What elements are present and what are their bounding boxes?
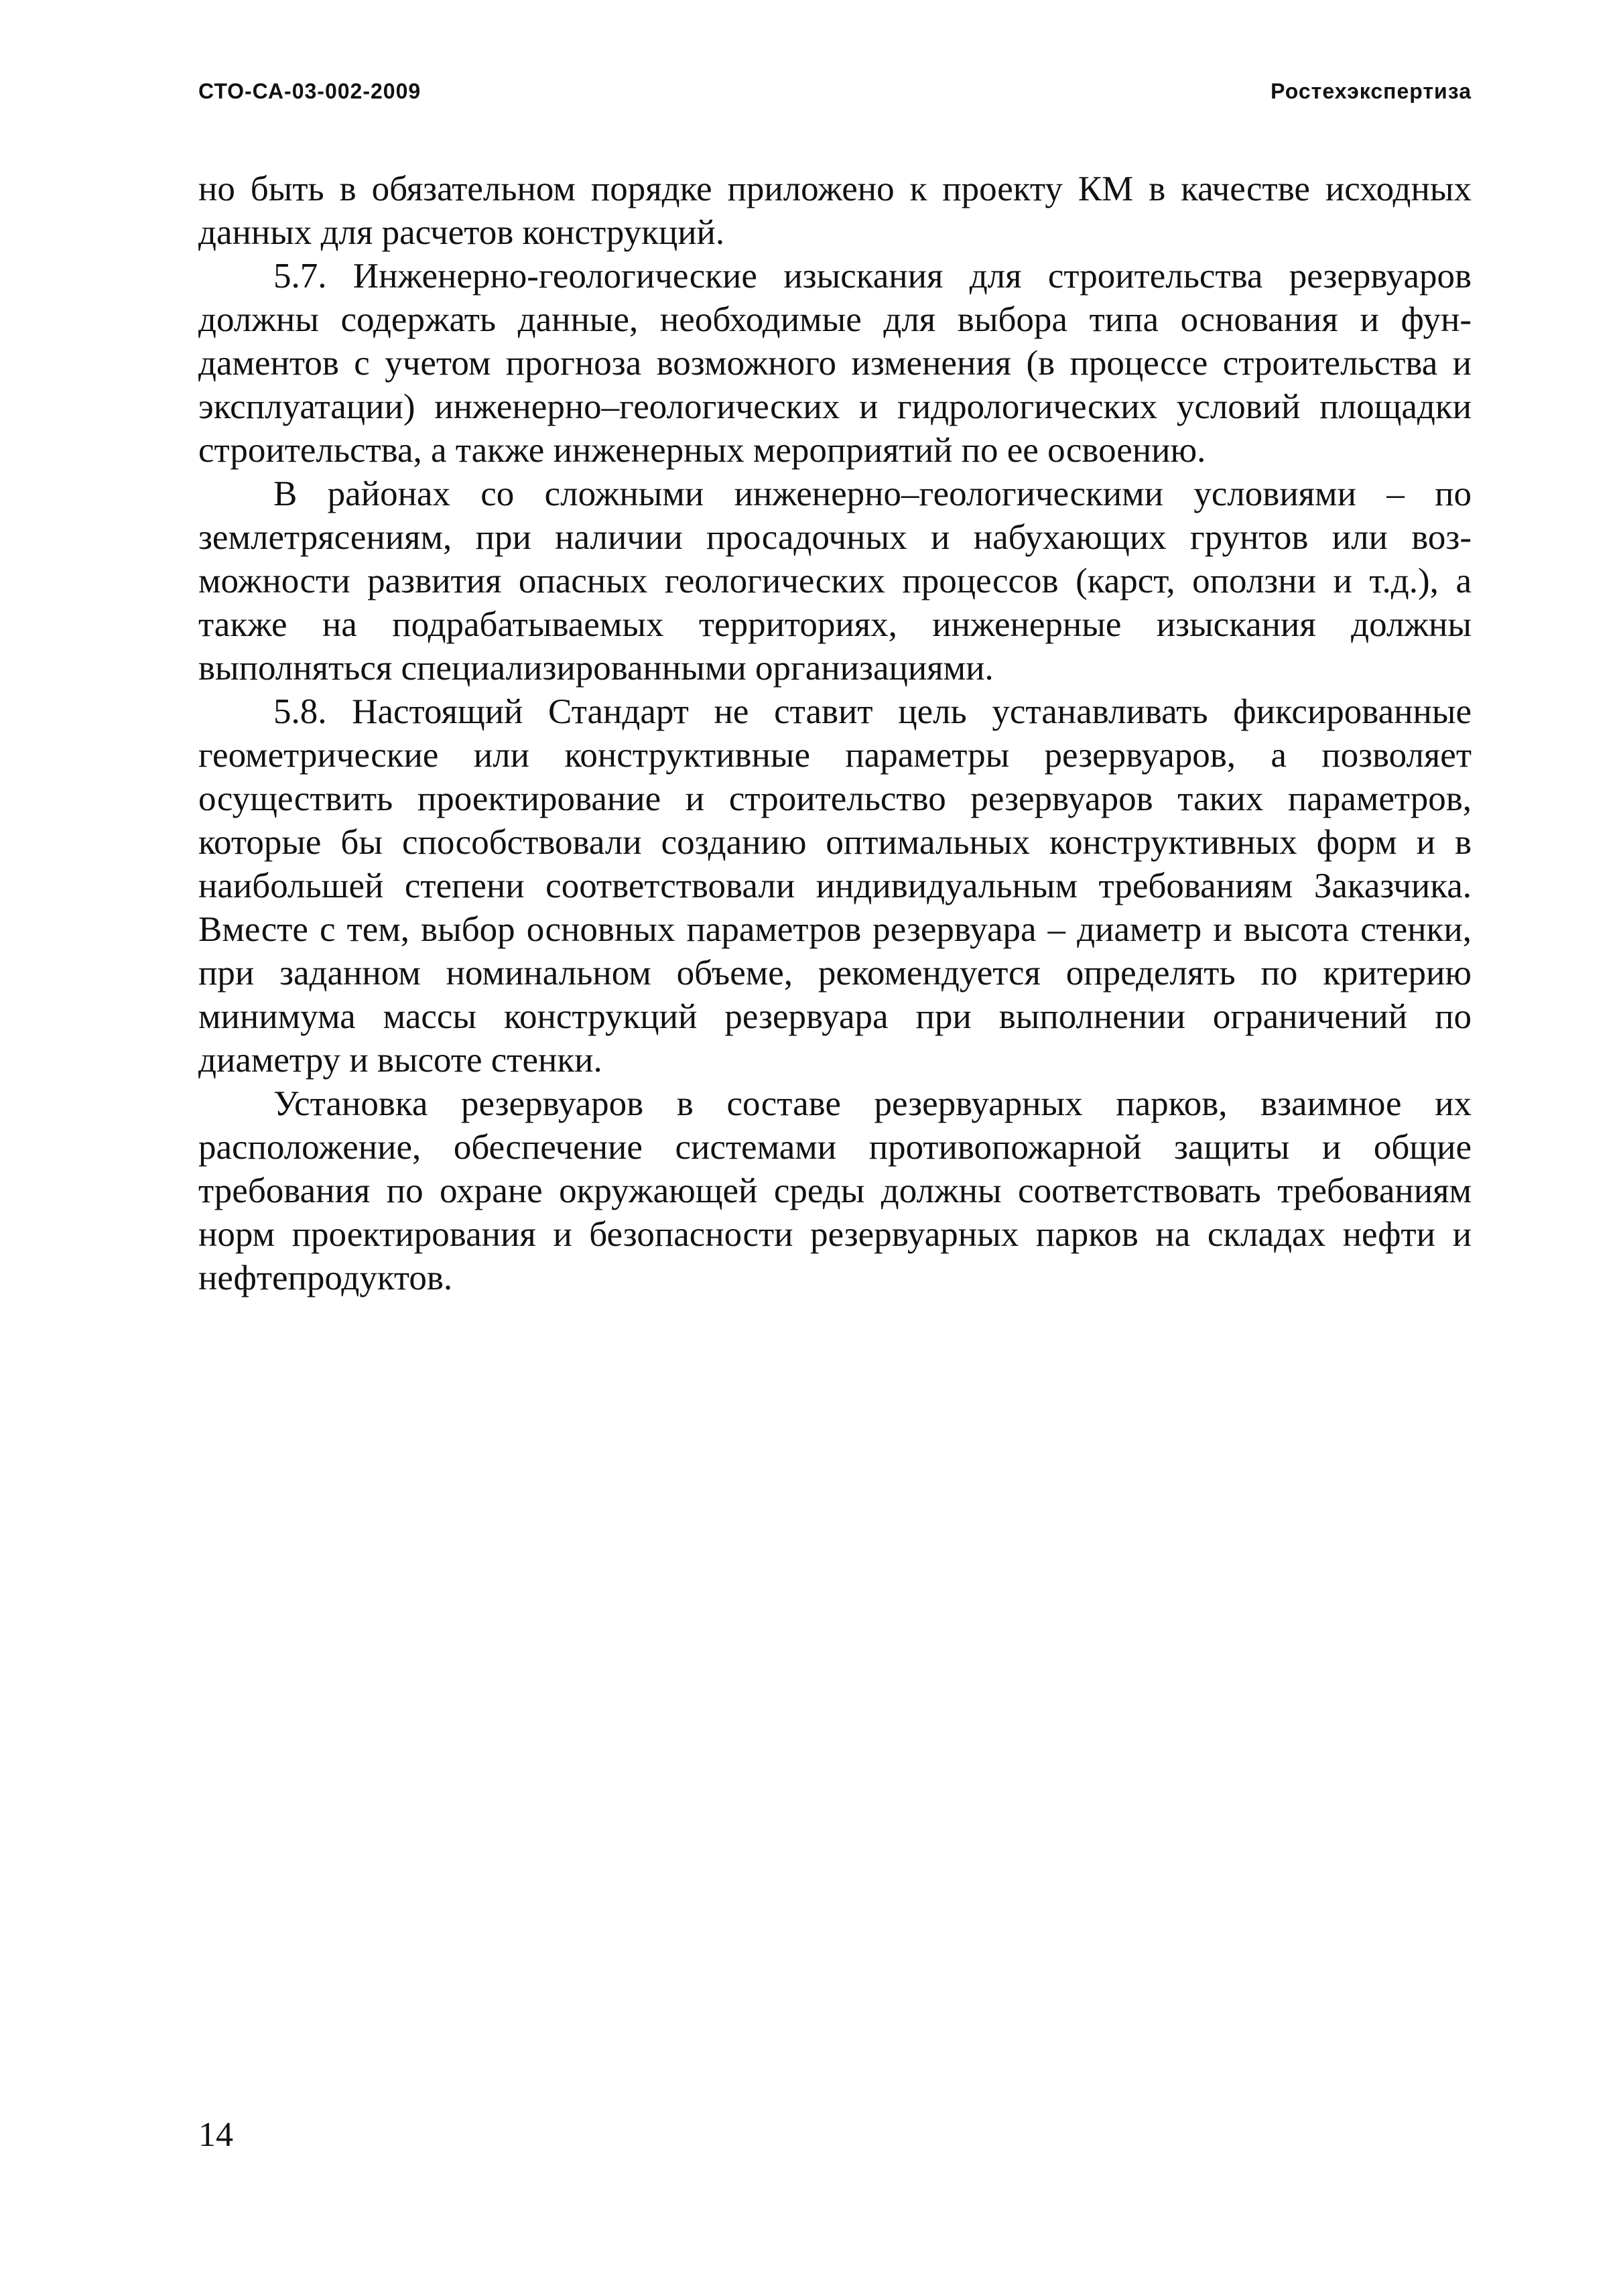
paragraph-5-7: 5.7. Инженерно-геологические изыскания для строительства резервуаров должны содержать данные, необходимые для выбора типа основания и фундаментов с учетом прогноза возможного изменения (в процессе строительства и эксплуатации) инженерно–геологических и гидрологических условий площадки строительства, а также инженерных мероприятий по ее освоению.	[198, 257, 1472, 470]
document-code: СТО-СА-03-002-2009	[198, 79, 421, 103]
paragraph-5-8: 5.8. Настоящий Стандарт не ставит цель устанавливать фиксированные геометрические или конструктивные параметры резервуаров, а позволяет осуществить проектирование и строительство резервуаров таких параметров, которые бы способствовали созданию оптимальных конструктивных форм и в наибольшей степени соответствовали индивидуальным требованиям Заказчика. Вместе с тем, выбор основных параметров резервуара – диаметр и высота стенки, при заданном номинальном объеме, рекомендуется определять по критерию минимума массы конструкций резервуара при выполнении ограничений по диаметру и высоте стенки.	[198, 692, 1472, 1080]
document-body	[198, 168, 1472, 1300]
paragraph-continuation: но быть в обязательном порядке приложено к проекту КМ в качестве исходных данных для расчетов конструкций.	[198, 170, 1472, 252]
page-header	[198, 79, 1472, 104]
page-number: 14	[198, 2116, 233, 2154]
paragraph-complex-conditions: В районах со сложными инженерно–геологическими условиями – по землетрясениям, при наличии просадочных и набухающих грунтов или возможности развития опасных геологических процессов (карст, оползни и т.д.), а также на подрабатываемых территориях, инженерные изыскания должны выполняться специализированными организациями.	[198, 474, 1472, 688]
paragraph-tank-installation: Установка резервуаров в составе резервуарных парков, взаимное их расположение, обеспечение системами противопожарной защиты и общие требования по охране окружающей среды должны соответствовать требованиям норм проектирования и безопасности резервуарных парков на складах нефти и нефтепродуктов.	[198, 1084, 1472, 1297]
organization-name: Ростехэкспертиза	[1271, 79, 1472, 103]
